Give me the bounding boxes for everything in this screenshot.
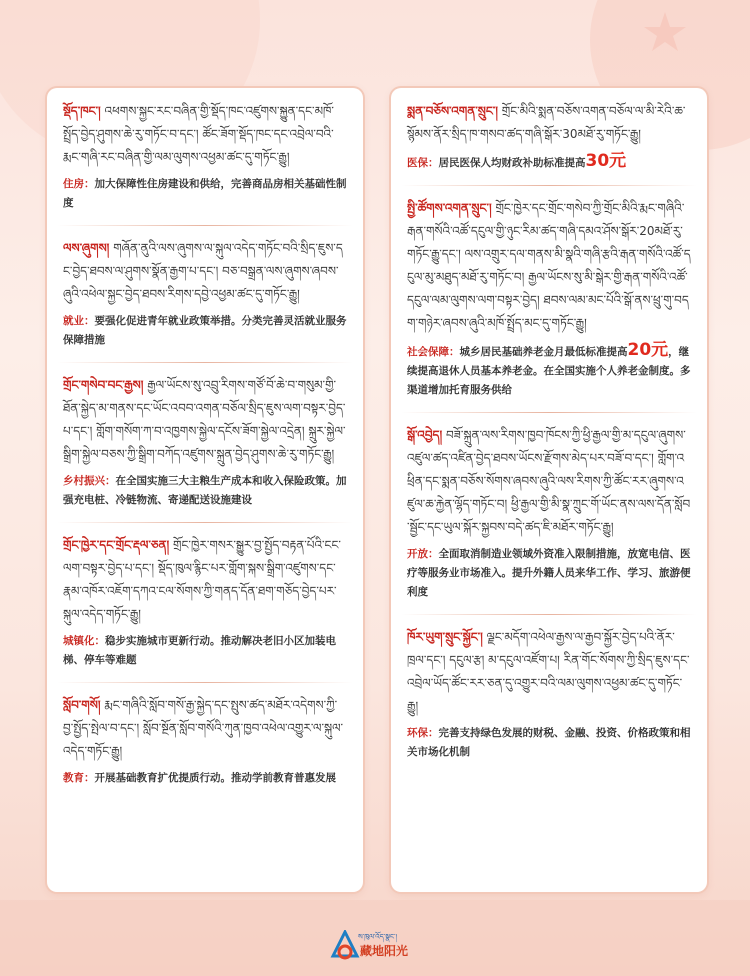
chinese-title: 城镇化： <box>63 635 105 647</box>
left-column <box>47 88 363 892</box>
chinese-text <box>407 341 691 400</box>
section-social-security <box>407 185 691 412</box>
section-housing <box>63 88 347 225</box>
chinese-body: 开展基础教育扩优提质行动。推动学前教育普惠发展 <box>94 772 336 784</box>
chinese-title: 开放： <box>407 548 439 560</box>
tibetan-text <box>63 100 347 169</box>
section-urbanization <box>63 522 347 682</box>
logo-tibetan-text: ས་ཁུལ་འོད་སྣང་། <box>358 933 398 941</box>
chinese-text <box>63 175 347 213</box>
tibetan-body: བཟོ་སྐྲུན་ལས་རིགས་ཁྱབ་ཁོངས་ཀྱི་ཕྱི་རྒྱལ་གྱི་མ་དངུལ་ཞུགས་འཛུལ་ཚད་འཛིན་བྱེད་ཐབས་ཡོངས་རྫོགས་མེད་པར་བཟོ་བ་དང་། གློག་འཕྲིན་དང་སྨན་བཅོས་སོགས་ཞབས་ཞུའི་ལས་རིགས་ཀྱི་ཚོང་རར་ཞུགས་འཛུལ་ཆ་རྐྱེན་ལྷོད་གཏོང་བ། ཕྱི་རྒྱལ་གྱི་མི་སྣ་ཀྲུང་གོ་ཡོང་ནས་ལས་དོན་སློབ་སྦྱོང་དང་ཡུལ་སྐོར་སྐྱབས་བདེ་ཚད་ཇི་མཐོར་གཏོང་རྒྱུ། <box>407 428 691 534</box>
section-education <box>63 682 347 800</box>
chinese-body: 在全国实施三大主粮生产成本和收入保险政策。加强充电桩、冷链物流、寄递配送设施建设 <box>63 475 347 506</box>
tibetan-title: གྲོང་ཁྱེར་དང་གྲོང་རྡལ་ཅན། <box>63 538 170 552</box>
section-opening-up <box>407 412 691 614</box>
chinese-body: 全面取消制造业领域外资准入限制措施，放宽电信、医疗等服务业市场准入。提升外籍人员来华工作、学习、旅游便利度 <box>407 548 691 598</box>
tibetan-text <box>63 237 347 306</box>
tibetan-title: སྤྱི་ཚོགས་འགན་སྲུང་། <box>407 201 492 215</box>
chinese-body: 城乡居民基础养老金月最低标准提高 <box>459 346 628 358</box>
section-employment <box>63 225 347 362</box>
right-column <box>391 88 707 892</box>
tibetan-text <box>63 694 347 763</box>
tibetan-title: སྨན་བཅོས་འགན་སྲུང་། <box>407 104 498 118</box>
chinese-body-continued: ，继续提高退休人员基本养老金。在全国实施个人养老金制度。多渠道增加托育服务供给 <box>407 346 691 396</box>
chinese-title: 医保： <box>407 157 439 169</box>
tibetan-title: ཁོར་ཡུག་སྲུང་སྐྱོང་། <box>407 630 483 644</box>
footer-logo <box>330 926 430 970</box>
chinese-text <box>407 724 691 762</box>
tibetan-text <box>63 374 347 466</box>
tibetan-text <box>63 534 347 626</box>
section-environmental-protection <box>407 614 691 774</box>
tibetan-text <box>407 100 691 146</box>
tibetan-body: འཕགས་སྐྱང་རང་བཞིན་གྱི་སྡོད་ཁང་འཛུགས་སྐྱུན་དང་མཁོ་སྤྲོད་བྱེད་ཤུགས་ཆེ་རུ་གཏོང་བ་དང་། ཚོང་ཟོག་སྡོད་ཁང་དང་འབྲེལ་བའི་རྨང་གཞི་རང་བཞིན་གྱི་ལམ་ལུགས་འཕྱམ་ཚང་དུ་གཏོང་རྒྱུ། <box>63 104 334 164</box>
chinese-text <box>63 769 347 788</box>
chinese-body: 要强化促进青年就业政策举措。分类完善灵活就业服务保障措施 <box>63 315 347 346</box>
chinese-body: 加大保障性住房建设和供给，完善商品房相关基础性制度 <box>63 178 347 209</box>
chinese-body: 稳步实施城市更新行动。推动解决老旧小区加装电梯、停车等难题 <box>63 635 336 666</box>
chinese-title: 社会保障： <box>407 346 460 358</box>
tibetan-text <box>407 424 691 539</box>
section-medical-insurance <box>407 88 691 185</box>
chinese-title: 就业： <box>63 315 95 327</box>
chinese-title: 乡村振兴： <box>63 475 116 487</box>
chinese-title: 教育： <box>63 772 95 784</box>
tibetan-title: སྒོ་འབྱེད། <box>407 428 443 442</box>
tibetan-title: ལས་ཞུགས། <box>63 241 110 255</box>
chinese-text <box>63 312 347 350</box>
chinese-text <box>63 472 347 510</box>
tibetan-body: གྲོང་མིའི་སྨན་བཅོས་འགན་བཅོལ་ལ་མི་རེའི་ཆ་སྙོམས་ནོར་སྲིད་ཁ་གསབ་ཚད་གཞི་སྒོར་30མཐོ་རུ་གཏོང་རྒྱུ། <box>407 104 686 141</box>
chinese-text <box>63 632 347 670</box>
chinese-text <box>407 545 691 602</box>
highlight-amount: 30元 <box>585 151 627 171</box>
tibetan-text <box>407 626 691 718</box>
tibetan-title: སྡོད་ཁང་། <box>63 104 101 118</box>
logo-mark-icon <box>330 930 360 964</box>
tibetan-body: རྨང་གཞིའི་སློབ་གསོ་རྒྱ་སྐྱེད་དང་སྤུས་ཚད་མཐོར་འདེགས་ཀྱི་བྱ་སྤྱོད་སྤེལ་བ་དང་། སློབ་སྔོན་སློབ་གསོའི་ཀུན་ཁྱབ་འཕེལ་འགྱུར་ལ་སྐུལ་འདེད་གཏོང་རྒྱུ། <box>63 698 344 758</box>
chinese-title: 环保： <box>407 727 439 739</box>
tibetan-body: གྲོང་ཁྱེར་གསར་སྒྱུར་བྱ་སྤྱོད་བརྟན་པོའི་ངང་ལག་བསྟར་བྱེད་པ་དང་། སྡོད་ཁུལ་རྙིང་པར་གློག་སྐས་སྒྲིག་འཛུགས་དང་རྣམ་འཁོར་འཇོག་དཀའ་ངལ་སོགས་ཀྱི་གནད་དོན་ཐག་གཅོད་བྱེད་པར་སྐུལ་འདེད་གཏོང་རྒྱུ། <box>63 538 341 621</box>
section-rural-revitalization <box>63 362 347 522</box>
tibetan-text <box>407 197 691 335</box>
tibetan-title: སློབ་གསོ། <box>63 698 101 712</box>
tibetan-title: གྲོང་གསེབ་བང་རྒྱས། <box>63 378 144 392</box>
logo-chinese-text: 藏地阳光 <box>360 944 409 958</box>
tibetan-body: གྲོང་ཁྱེར་དང་གྲོང་གསེབ་ཀྱི་གྲོང་མིའི་རྨང་གཞིའི་རྒན་གསོའི་འཚོ་དངུལ་གྱི་ཉུང་རིམ་ཚད་གཞི་དམའ་ཤོས་སྒོར་20མཐོ་རུ་གཏོང་རྒྱུ་དང་། ལས་འགྲུར་དལ་གནས་མི་སྣའི་གཞི་རྩའི་རྒན་གསོའི་འཚོ་དངུལ་མུ་མཐུད་མཐོ་རུ་གཏོང་བ། རྒྱལ་ཡོངས་སུ་མི་སྒེར་གྱི་རྒན་གསོའི་འཚོ་དངུལ་ལམ་ལུགས་ལག་བསྟར་བྱེད། ཐབས་ལམ་མང་པོའི་སྒོ་ནས་ཕྲུ་གུ་བདག་གཉེར་ཞབས་ཞུའི་མཁོ་སྤྲོད་མང་དུ་གཏོང་རྒྱུ། <box>407 201 691 330</box>
tibetan-body: གཞོན་ནུའི་ལས་ཞུགས་ལ་སྐུལ་འདེད་གཏོང་བའི་སྲིད་ཇུས་དང་བྱེད་ཐབས་ལ་ཤུགས་སྣོན་རྒྱག་པ་དང་། བཅ་བསྒྲན་ལས་ཞུགས་ཞབས་ཞུའི་འཕེལ་སྐྱང་བྱེད་ཐབས་རིགས་དབྱེ་འཕྱམ་ཚང་དུ་གཏོང་རྒྱུ། <box>63 241 343 301</box>
tibetan-body: ལྗང་མདོག་འཕེལ་རྒྱས་ལ་རྒྱབ་སྐྱོར་བྱེད་པའི་ནོར་ཁྲལ་དང་། དངུལ་རྩ། མ་དངུལ་འཛོག་པ། རིན་གོང་སོགས་ཀྱི་སྲིད་ཇུས་དང་འབྲེལ་ཡོད་ཚོང་རར་ཅན་དུ་འགྱུར་བའི་ལམ་ལུགས་འཕྱམ་ཚང་དུ་གཏོང་རྒྱུ། <box>407 630 690 713</box>
chinese-body: 居民医保人均财政补助标准提高 <box>438 157 586 169</box>
chinese-body: 完善支持绿色发展的财税、金融、投资、价格政策和相关市场化机制 <box>407 727 691 758</box>
highlight-amount: 20元 <box>627 340 669 360</box>
chinese-title: 住房： <box>63 178 95 190</box>
tibetan-body: རྒྱལ་ཡོངས་སུ་འབྲུ་རིགས་གཙོ་བོ་ཆེ་བ་གསུམ་གྱི་ཐོན་སྐྱེད་མ་གནས་དང་ཡོང་འབབ་འགན་བཅོལ་སྲིད་ཇུས་ལག་བསྟར་བྱེད་པ་དང་། གློག་གསོག་ཀ་བ་འཁྱགས་སྐྱེལ་དངོས་ཟོག་སྐྱེལ་འདྲེན། སྐྲུར་སྐྱེལ་སྒྲིག་སྐྱེལ་བཅས་ཀྱི་སྒྲིག་བཀོད་འཛུགས་སྐྲུན་བྱེད་ཤུགས་ཆེ་རུ་གཏོང་རྒྱུ། <box>63 378 346 461</box>
chinese-text <box>407 152 691 173</box>
